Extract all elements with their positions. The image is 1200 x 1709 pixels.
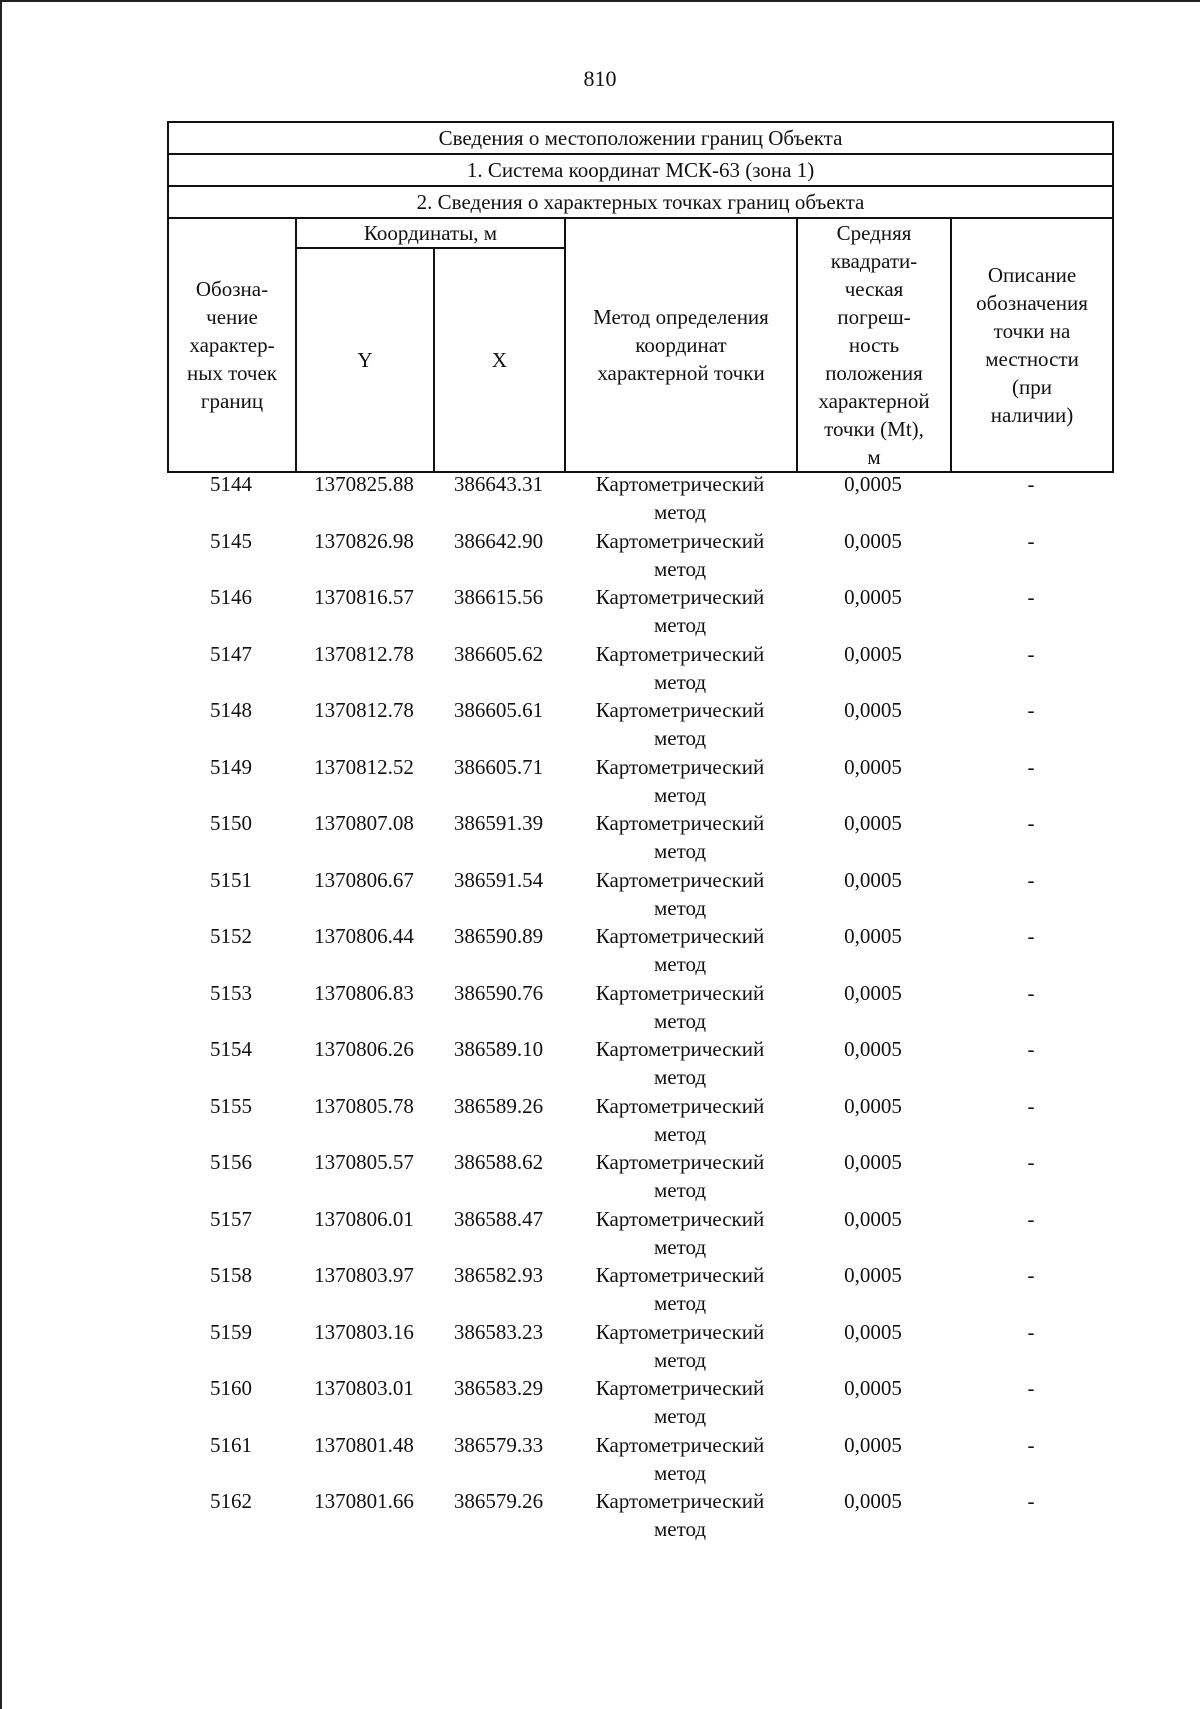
- cell-point-id: 5152: [210, 924, 252, 948]
- table-row: [167, 640, 1112, 697]
- cell-description: -: [1027, 1093, 1035, 1118]
- cell-coord-y: 1370812.78: [314, 641, 414, 666]
- cell-coord-y: 1370803.01: [314, 1376, 414, 1400]
- cell-coord-x: 386643.31: [453, 472, 544, 496]
- section-title: 2. Сведения о характерных точках границ объекта: [168, 186, 1113, 218]
- cell-description: -: [1027, 1432, 1035, 1457]
- header-x: X: [434, 248, 565, 472]
- cell-point-id: 5158: [210, 1263, 252, 1287]
- header-method: Метод определения координат характерной точки: [565, 218, 797, 472]
- cell-description: -: [1027, 641, 1035, 666]
- cell-coord-x: 386583.23: [453, 1319, 544, 1344]
- cell-method: Картометрический метод: [595, 641, 765, 694]
- cell-description: -: [1027, 1376, 1035, 1400]
- cell-coord-x: 386591.54: [453, 867, 544, 892]
- cell-coord-x: 386589.26: [453, 1093, 544, 1118]
- cell-point-id: 5145: [210, 528, 252, 553]
- cell-description: -: [1027, 1319, 1035, 1344]
- cell-point-id: 5153: [210, 980, 252, 1005]
- cell-point-id: 5148: [210, 698, 252, 722]
- cell-method: Картометрический метод: [595, 1319, 765, 1372]
- cell-point-id: 5151: [210, 867, 252, 892]
- cell-description: -: [1027, 754, 1035, 779]
- table-row: [167, 470, 1112, 527]
- cell-description: -: [1027, 1489, 1035, 1513]
- cell-error: 0,0005: [844, 472, 902, 496]
- cell-point-id: 5154: [210, 1037, 252, 1061]
- header-designation: Обозна- чение характер- ных точек границ: [168, 218, 296, 472]
- cell-error: 0,0005: [844, 641, 902, 666]
- table-row: [167, 753, 1112, 810]
- table-row: [167, 583, 1112, 640]
- cell-description: -: [1027, 472, 1035, 496]
- table-row: [167, 1374, 1112, 1431]
- table-row: [167, 1487, 1112, 1544]
- cell-description: -: [1027, 924, 1035, 948]
- cell-point-id: 5157: [210, 1206, 252, 1231]
- cell-coord-x: 386588.47: [453, 1206, 544, 1231]
- cell-method: Картометрический метод: [595, 1432, 765, 1485]
- cell-error: 0,0005: [844, 754, 902, 779]
- cell-error: 0,0005: [844, 867, 902, 892]
- cell-method: Картометрический метод: [595, 754, 765, 807]
- table-row: [167, 1431, 1112, 1488]
- cell-method: Картометрический метод: [595, 1093, 765, 1146]
- cell-coord-x: 386615.56: [453, 585, 544, 609]
- table-row: [167, 1318, 1112, 1375]
- header-error: Средняя квадрати- ческая погреш- ность положения характерной точки (Mt), м: [797, 218, 951, 472]
- cell-error: 0,0005: [844, 698, 902, 722]
- cell-point-id: 5144: [210, 472, 252, 496]
- cell-description: -: [1027, 1263, 1035, 1287]
- cell-coord-y: 1370825.88: [314, 472, 414, 496]
- cell-coord-x: 386579.33: [453, 1432, 544, 1457]
- cell-method: Картометрический метод: [595, 924, 765, 976]
- cell-coord-x: 386582.93: [453, 1263, 544, 1287]
- cell-coord-y: 1370806.26: [314, 1037, 414, 1061]
- cell-point-id: 5161: [210, 1432, 252, 1457]
- cell-coord-y: 1370812.78: [314, 698, 414, 722]
- cell-coord-y: 1370826.98: [314, 528, 414, 553]
- cell-error: 0,0005: [844, 1037, 902, 1061]
- cell-point-id: 5149: [210, 754, 252, 779]
- header-description: Описание обозначения точки на местности (при наличии): [951, 218, 1113, 472]
- cell-error: 0,0005: [844, 1432, 902, 1457]
- table-title: Сведения о местоположении границ Объекта: [168, 122, 1113, 154]
- cell-error: 0,0005: [844, 1263, 902, 1287]
- cell-coord-y: 1370803.16: [314, 1319, 414, 1344]
- table-row: [167, 1092, 1112, 1149]
- table-row: [167, 1205, 1112, 1262]
- cell-method: Картометрический метод: [595, 1150, 765, 1202]
- cell-error: 0,0005: [844, 1150, 902, 1174]
- cell-point-id: 5150: [210, 811, 252, 835]
- table-row: [167, 979, 1112, 1036]
- cell-coord-y: 1370806.44: [314, 924, 414, 948]
- table-row: [167, 696, 1112, 753]
- page-number: 810: [583, 66, 617, 91]
- cell-coord-y: 1370805.78: [314, 1093, 414, 1118]
- table-body: [167, 470, 1112, 1544]
- cell-method: Картометрический метод: [595, 585, 765, 637]
- cell-description: -: [1027, 811, 1035, 835]
- table-row: [167, 1261, 1112, 1318]
- cell-coord-x: 386590.89: [453, 924, 544, 948]
- cell-method: Картометрический метод: [595, 1037, 765, 1089]
- cell-method: Картометрический метод: [595, 1376, 765, 1428]
- coordinate-system: 1. Система координат МСК-63 (зона 1): [168, 154, 1113, 186]
- cell-point-id: 5159: [210, 1319, 252, 1344]
- cell-method: Картометрический метод: [595, 811, 765, 863]
- table-row: [167, 922, 1112, 979]
- cell-description: -: [1027, 980, 1035, 1005]
- cell-point-id: 5146: [210, 585, 252, 609]
- cell-point-id: 5155: [210, 1093, 252, 1118]
- cell-error: 0,0005: [844, 1376, 902, 1400]
- cell-coord-y: 1370801.48: [314, 1432, 414, 1457]
- cell-coord-y: 1370801.66: [314, 1489, 414, 1513]
- cell-coord-y: 1370806.83: [314, 980, 414, 1005]
- cell-error: 0,0005: [844, 924, 902, 948]
- cell-coord-y: 1370805.57: [314, 1150, 414, 1174]
- cell-coord-y: 1370812.52: [314, 754, 414, 779]
- cell-coord-x: 386605.71: [453, 754, 544, 779]
- table-row: [167, 1148, 1112, 1205]
- cell-coord-x: 386591.39: [453, 811, 544, 835]
- scan-edge-top: [0, 0, 1200, 2]
- cell-description: -: [1027, 867, 1035, 892]
- cell-point-id: 5147: [210, 641, 252, 666]
- cell-point-id: 5162: [210, 1489, 252, 1513]
- table-row: [167, 809, 1112, 866]
- cell-description: -: [1027, 1037, 1035, 1061]
- cell-coord-x: 386642.90: [453, 528, 544, 553]
- cell-method: Картометрический метод: [595, 1263, 765, 1315]
- cell-error: 0,0005: [844, 1093, 902, 1118]
- cell-coord-y: 1370807.08: [314, 811, 414, 835]
- table-row: [167, 527, 1112, 584]
- scan-edge-left: [0, 0, 2, 1709]
- cell-coord-x: 386605.62: [453, 641, 544, 666]
- cell-method: Картометрический метод: [595, 867, 765, 920]
- header-table: [167, 121, 1114, 473]
- cell-error: 0,0005: [844, 1206, 902, 1231]
- cell-coord-y: 1370806.67: [314, 867, 414, 892]
- boundary-table-header: [167, 121, 1112, 473]
- cell-error: 0,0005: [844, 585, 902, 609]
- cell-coord-x: 386590.76: [453, 980, 544, 1005]
- cell-coord-y: 1370803.97: [314, 1263, 414, 1287]
- cell-error: 0,0005: [844, 811, 902, 835]
- cell-point-id: 5160: [210, 1376, 252, 1400]
- cell-method: Картометрический метод: [595, 472, 765, 524]
- cell-description: -: [1027, 698, 1035, 722]
- cell-coord-y: 1370816.57: [314, 585, 414, 609]
- cell-coord-x: 386583.29: [453, 1376, 544, 1400]
- cell-point-id: 5156: [210, 1150, 252, 1174]
- table-row: [167, 1035, 1112, 1092]
- cell-coord-x: 386605.61: [453, 698, 544, 722]
- cell-coord-x: 386589.10: [453, 1037, 544, 1061]
- header-coordinates: Координаты, м: [296, 218, 565, 248]
- cell-error: 0,0005: [844, 980, 902, 1005]
- table-row: [167, 866, 1112, 923]
- cell-description: -: [1027, 1150, 1035, 1174]
- cell-method: Картометрический метод: [595, 1489, 765, 1541]
- cell-coord-x: 386588.62: [453, 1150, 544, 1174]
- cell-description: -: [1027, 528, 1035, 553]
- cell-method: Картометрический метод: [595, 980, 765, 1033]
- cell-method: Картометрический метод: [595, 528, 765, 581]
- cell-error: 0,0005: [844, 1319, 902, 1344]
- cell-method: Картометрический метод: [595, 1206, 765, 1259]
- cell-method: Картометрический метод: [595, 698, 765, 750]
- cell-coord-y: 1370806.01: [314, 1206, 414, 1231]
- header-y: Y: [296, 248, 434, 472]
- cell-description: -: [1027, 585, 1035, 609]
- cell-error: 0,0005: [844, 528, 902, 553]
- cell-error: 0,0005: [844, 1489, 902, 1513]
- cell-coord-x: 386579.26: [453, 1489, 544, 1513]
- cell-description: -: [1027, 1206, 1035, 1231]
